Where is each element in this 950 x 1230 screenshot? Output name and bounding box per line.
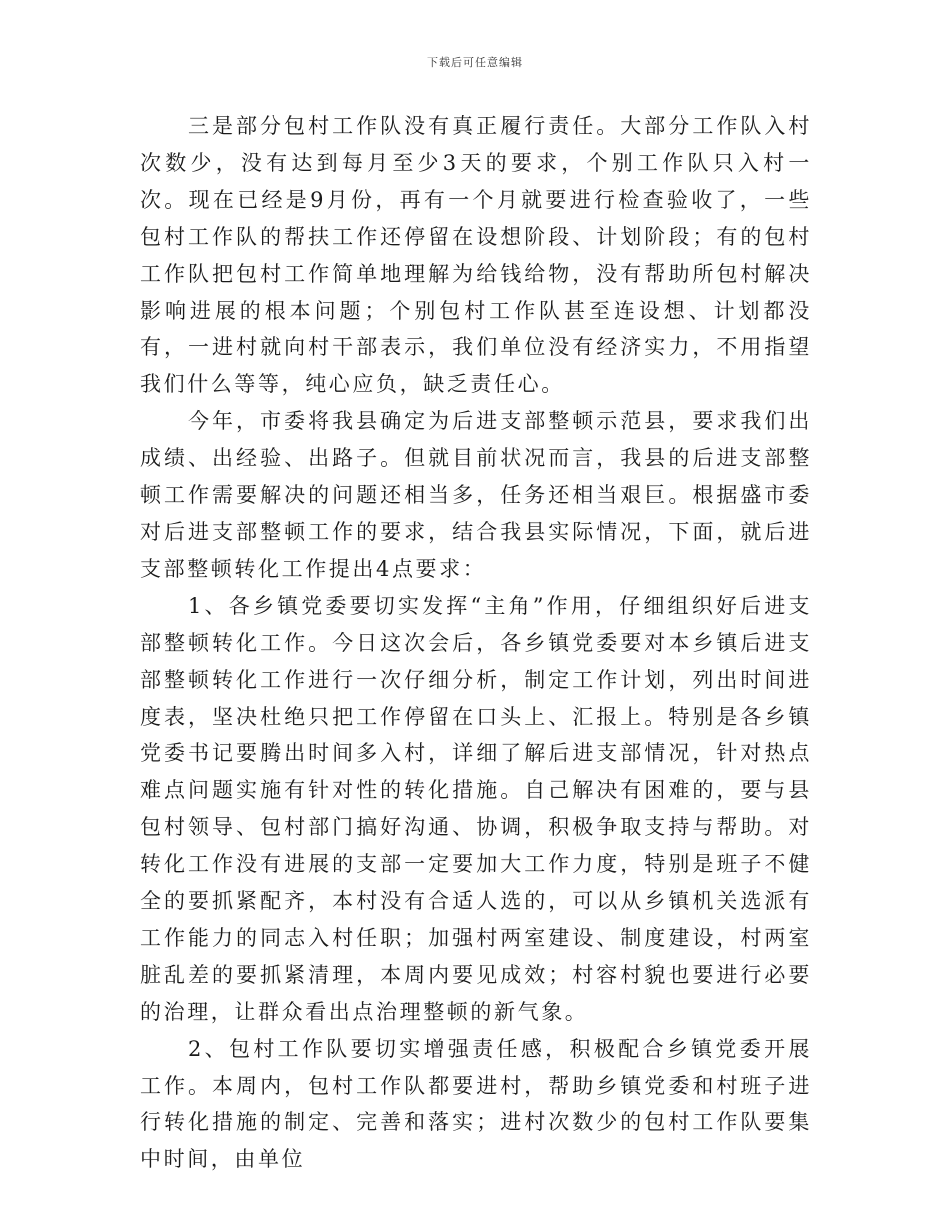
paragraph-responsibility: 三是部分包村工作队没有真正履行责任。大部分工作队入村次数少，没有达到每月至少3天的要求，个别工作队只入村一次。现在已经是9月份，再有一个月就要进行检查验收了，一些包村工作队的帮扶工作还停留在设想阶段、计划阶段；有的包村工作队把包村工作简单地理解为给钱给物，没有帮助所包村解决影响进展的根本问题；个别包村工作队甚至连设想、计划都没有，一进村就向村干部表示，我们单位没有经济实力，不用指望我们什么等等，纯心应负，缺乏责任心。: [140, 114, 812, 397]
paragraph-requirement-1: 1、各乡镇党委要切实发挥“主角”作用，仔细组织好后进支部整顿转化工作。今日这次会后，各乡镇党委要对本乡镇后进支部整顿转化工作进行一次仔细分析，制定工作计划，列出时间进度表，坚决杜绝只把工作停留在口头上、汇报上。特别是各乡镇党委书记要腾出时间多入村，详细了解后进支部情况，针对热点难点问题实施有针对性的转化措施。自己解决有困难的，要与县包村领导、包村部门搞好沟通、协调，积极争取支持与帮助。对转化工作没有进展的支部一定要加大工作力度，特别是班子不健全的要抓紧配齐，本村没有合适人选的，可以从乡镇机关选派有工作能力的同志入村任职；加强村两室建设、制度建设，村两室脏乱差的要抓紧清理，本周内要见成效；村容村貌也要进行必要的治理，让群众看出点治理整顿的新气象。: [140, 593, 812, 1024]
paragraph-requirement-2: 2、包村工作队要切实增强责任感，积极配合乡镇党委开展工作。本周内，包村工作队都要进村，帮助乡镇党委和村班子进行转化措施的制定、完善和落实；进村次数少的包村工作队要集中时间，由单位: [140, 1036, 812, 1172]
document-body: [140, 108, 812, 1178]
paragraph-demonstration-county: 今年，市委将我县确定为后进支部整顿示范县，要求我们出成绩、出经验、出路子。但就目前状况而言，我县的后进支部整顿工作需要解决的问题还相当多，任务还相当艰巨。根据盛市委对后进支部整顿工作的要求，结合我县实际情况，下面，就后进支部整顿转化工作提出4点要求：: [140, 409, 812, 581]
page-header-note: 下载后可任意编辑: [427, 56, 523, 69]
